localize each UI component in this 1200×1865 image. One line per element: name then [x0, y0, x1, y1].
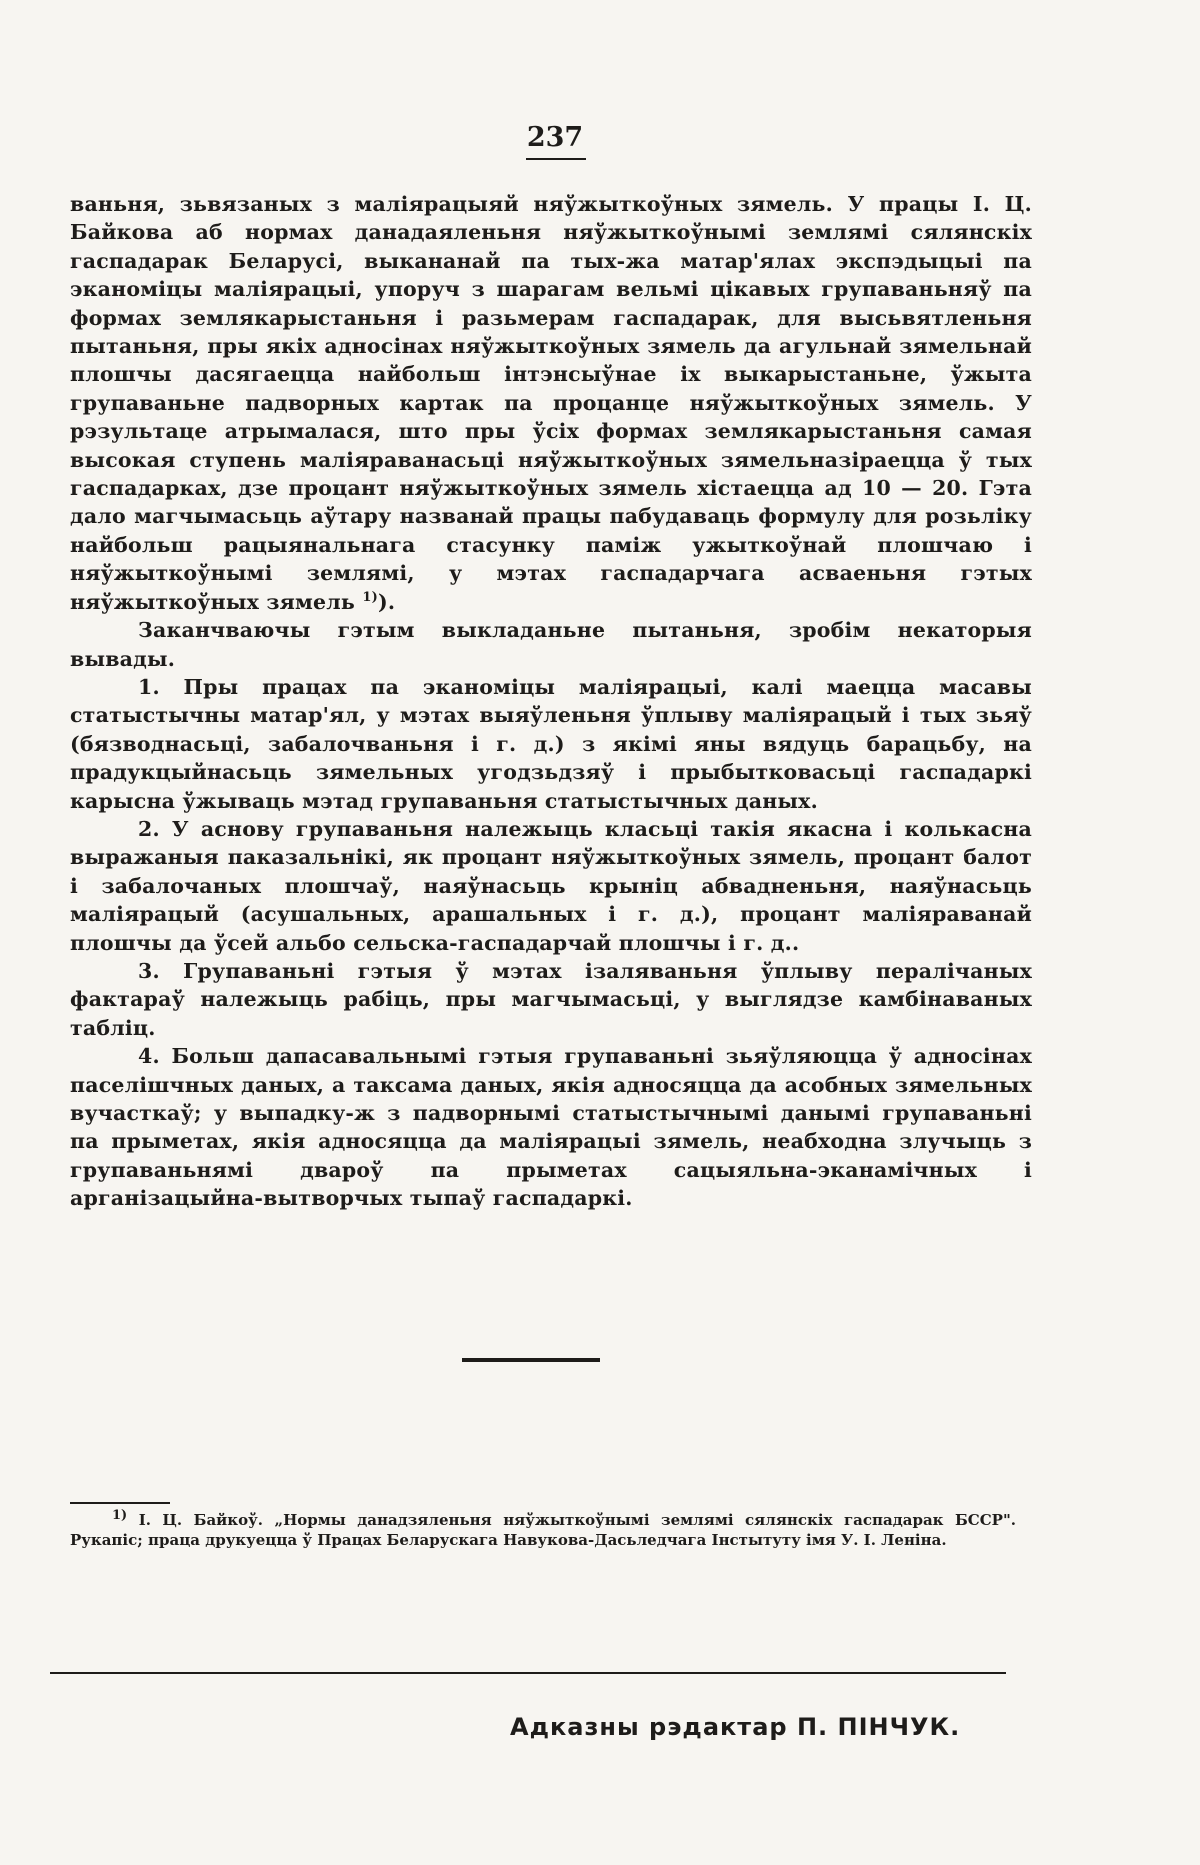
paragraph-conclusion-2: 2. У аснову групаваньня належыць класьці такія якасна і колькасна выражаныя паказальнікі, як процант няўжыткоўных зямель, процант балот і забалочаных плошчаў, наяўнасьць крыніц абваднeньня, наяўнасьць маліярацый (асушальных, арашальных і г. д.), процант маліяраванай плошчы да ўсей альбо сельска-гаспадарчай плошчы і г. д..	[70, 816, 1032, 955]
footnote-text: І. Ц. Байкоў. „Нормы данадзяленьня няўжыткоўнымі землямі сялянскіх гаспадарак БССР". Рукапіс; праца друкуецца ў Працах Беларускага Навукова-Дасьледчага Інстытуту імя У. І. Леніна.	[70, 1511, 1016, 1549]
paragraph-continuation-end: ).	[377, 589, 396, 614]
page-number: 237	[526, 122, 584, 153]
main-text	[70, 190, 1032, 1213]
section-end-rule	[462, 1358, 600, 1362]
paragraph-conclusion-3: 3. Групаваньні гэтыя ў мэтах ізаляваньня ўплыву пералічаных фактараў належыць рабіць, пры магчымасьці, у выглядзе камбінаваных табліц.	[70, 958, 1032, 1040]
footnote-separator	[70, 1502, 170, 1504]
footnote-reference: 1)	[362, 589, 378, 605]
bottom-rule	[50, 1672, 1006, 1674]
paragraph-continuation-text: ваньня, зьвязаных з маліярацыяй няўжыткоўных зямель. У працы І. Ц. Байкова аб нормах данадаяленьня няўжыткоўнымі землямі сялянскіх гаспадарак Беларусі, выкананай па тых-жа матар'ялах экспэдыцыі па эканоміцы маліярацыі, упоруч з шарагам вельмі цікавых групаваньняў па формах землякарыстаньня і разьмерам гаспадарак, для высьвятленьня пытаньня, пры якіх адносінах няўжыткоўных зямель да агульнай зямельнай плошчы дасягаецца найбольш інтэнсыўнае іх выкарыстаньне, ўжыта групаваньне падворных картак па процанце няўжыткоўных зямель. У рэзультаце атрымалася, што пры ўсіх формах землякарыстаньня самая высокая ступень маліяраванасьці няўжыткоўных зямельназіраецца ў тых гаспадарках, дзе процант няўжыткоўных зямель хістаецца ад 10 — 20. Гэта дало магчымасьць аўтару названай працы пабудаваць формулу для розьліку найбольш рацыянальнага стасунку паміж ужыткоўнай плошчаю і няўжыткоўнымі землямі, у мэтах гаспадарчага асваеньня гэтых няўжыткоўных зямель	[70, 192, 1032, 614]
footnote-paragraph	[70, 1510, 1016, 1550]
footnote	[70, 1510, 1016, 1550]
page-number-underline	[526, 158, 586, 160]
responsible-editor: Адказны рэдактар П. ПІНЧУК.	[510, 1713, 961, 1741]
paragraph-continuation	[70, 190, 1032, 616]
paragraph-conclusion-intro: Заканчваючы гэтым выкладаньне пытаньня, зробім некаторыя вывады.	[70, 618, 1032, 671]
paragraph-conclusion-4: 4. Больш дапасавальнымі гэтыя групаваньні зьяўляюцца ў адносінах паселішчных даных, а таксама даных, якія адносяцца да асобных зямельных вучасткаў; у выпадку-ж з падворнымі статыстычнымі данымі групаваньні па прыметах, якія адносяцца да маліярацыі зямель, неабходна злучыць з групаваньнямі двароў па прыметах сацыяльна-эканамічных і арганізацыйна-вытворчых тыпаў гаспадаркі.	[70, 1044, 1032, 1211]
paragraph-conclusion-1: 1. Пры працах па эканоміцы маліярацыі, калі маецца масавы статыстычны матар'ял, у мэтах выяўленьня ўплыву маліярацый і тых зьяў (бязводнасьці, забалочваньня і г. д.) з якімі яны вядуць барацьбу, на прадукцыйнасьць зямельных угодзьдзяў і прыбытковасьці гаспадаркі карысна ўжываць мэтад групаваньня статыстычных даных.	[70, 674, 1032, 813]
footnote-marker: 1)	[112, 1508, 128, 1523]
